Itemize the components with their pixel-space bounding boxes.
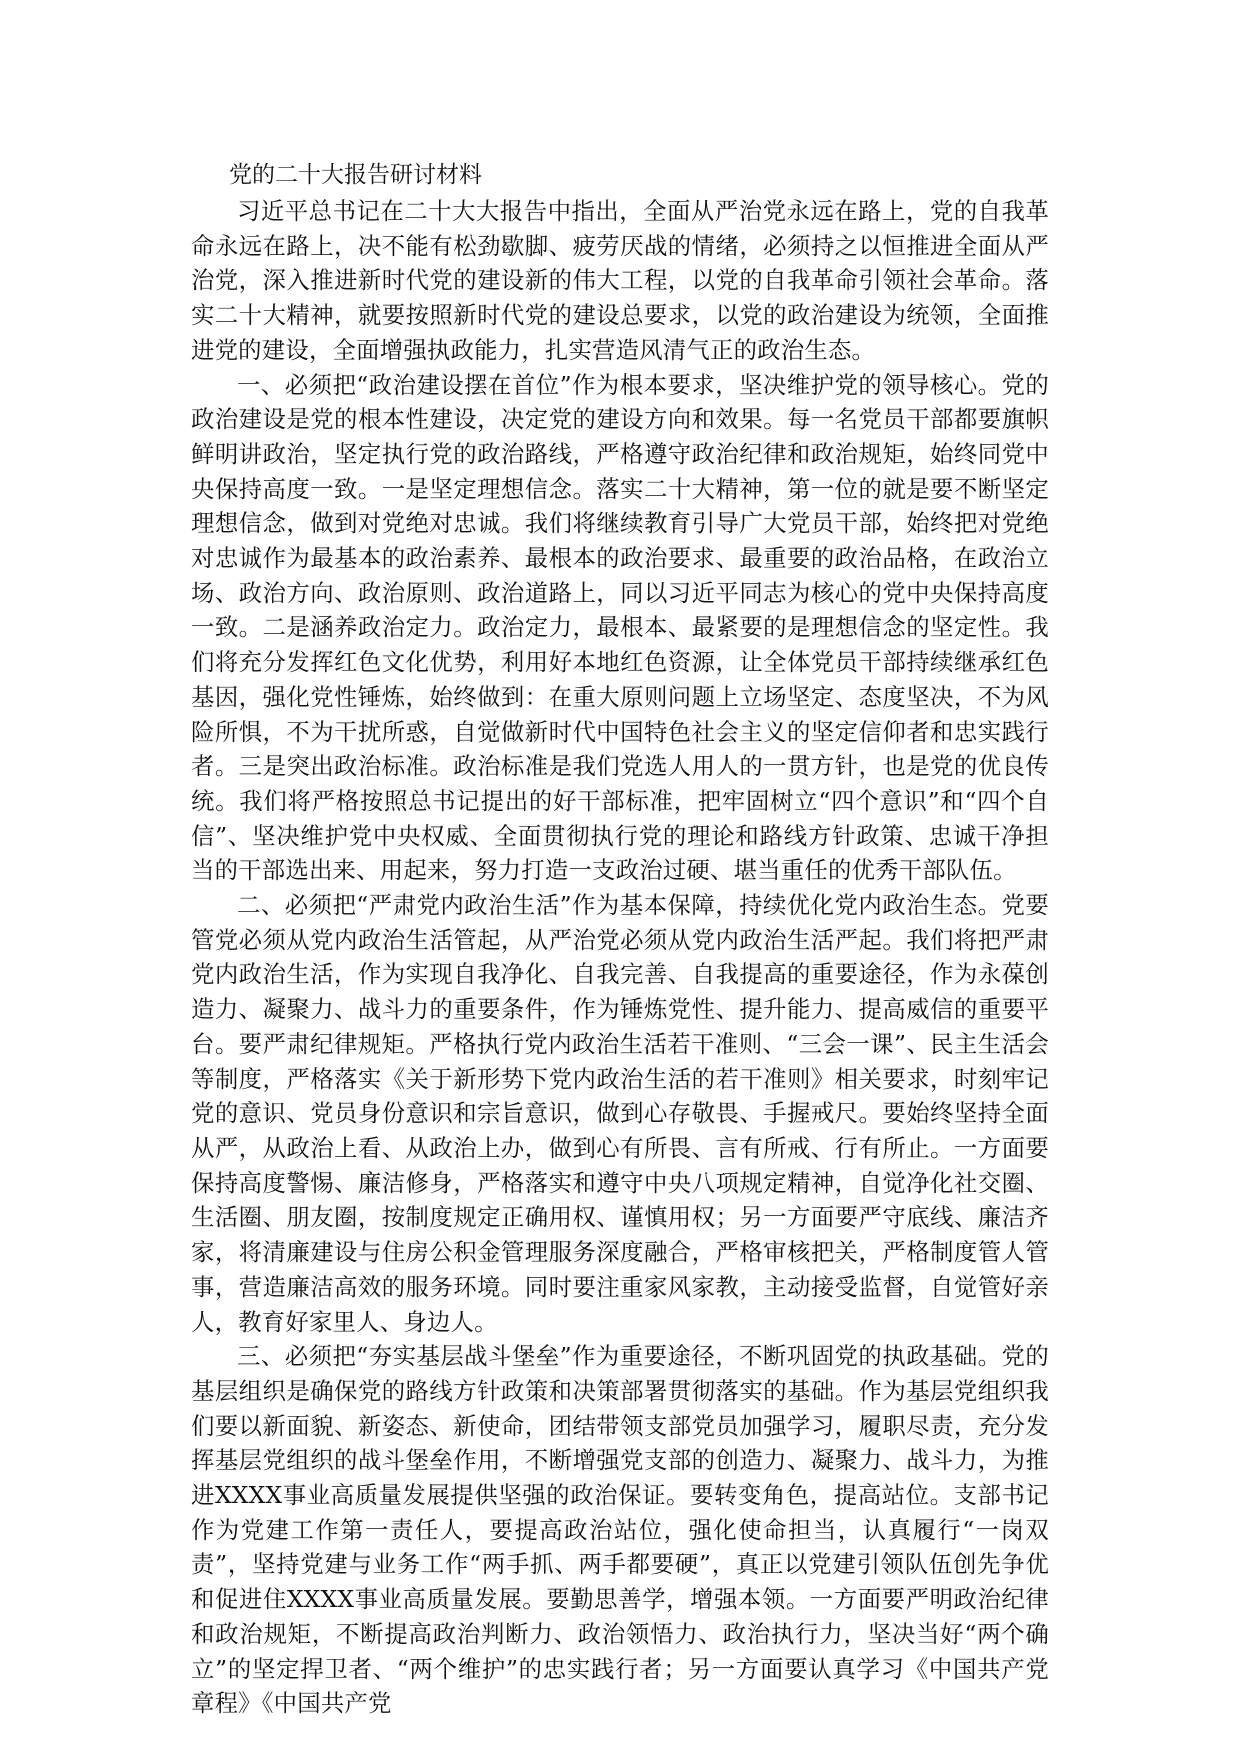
paragraph-section-3: 三、必须把“夯实基层战斗堡垒”作为重要途径，不断巩固党的执政基础。党的基层组织是确保党的路线方针政策和决策部署贯彻落实的基础。作为基层党组织我们要以新面貌、新姿态、新使命，团结带领支部党员加强学习，履职尽责，充分发挥基层党组织的战斗堡垒作用，不断增强党支部的创造力、凝聚力、战斗力，为推进XXXX事业高质量发展提供坚强的政治保证。要转变角色，提高站位。支部书记作为党建工作第一责任人，要提高政治站位，强化使命担当，认真履行“一岗双责”，坚持党建与业务工作“两手抓、两手都要硬”，真正以党建引领队伍创先争优和促进住XXXX事业高质量发展。要勤思善学，增强本领。一方面要严明政治纪律和政治规矩，不断提高政治判断力、政治领悟力、政治执行力，坚决当好“两个确立”的坚定捍卫者、“两个维护”的忠实践行者；另一方面要认真学习《中国共产党章程》《中国共产党	[191, 1342, 1049, 1718]
document-page	[191, 158, 1049, 1721]
paragraph-section-2: 二、必须把“严肃党内政治生活”作为基本保障，持续优化党内政治生态。党要管党必须从党内政治生活管起，从严治党必须从党内政治生活严起。我们将把严肃党内政治生活，作为实现自我净化、自我完善、自我提高的重要途径，作为永葆创造力、凝聚力、战斗力的重要条件，作为锤炼党性、提升能力、提高威信的重要平台。要严肃纪律规矩。严格执行党内政治生活若干准则、“三会一课”、民主生活会等制度，严格落实《关于新形势下党内政治生活的若干准则》相关要求，时刻牢记党的意识、党员身份意识和宗旨意识，做到心存敬畏、手握戒尺。要始终坚持全面从严，从政治上看、从政治上办，做到心有所畏、言有所戒、行有所止。一方面要保持高度警惕、廉洁修身，严格落实和遵守中央八项规定精神，自觉净化社交圈、生活圈、朋友圈，按制度规定正确用权、谨慎用权；另一方面要严守底线、廉洁齐家，将清廉建设与住房公积金管理服务深度融合，严格审核把关，严格制度管人管事，营造廉洁高效的服务环境。同时要注重家风家教，主动接受监督，自觉管好亲人，教育好家里人、身边人。	[191, 891, 1049, 1336]
document-title: 党的二十大报告研讨材料	[229, 162, 482, 188]
paragraph-section-1: 一、必须把“政治建设摆在首位”作为根本要求，坚决维护党的领导核心。党的政治建设是党的根本性建设，决定党的建设方向和效果。每一名党员干部都要旗帜鲜明讲政治，坚定执行党的政治路线，严格遵守政治纪律和政治规矩，始终同党中央保持高度一致。一是坚定理想信念。落实二十大精神，第一位的就是要不断坚定理想信念，做到对党绝对忠诚。我们将继续教育引导广大党员干部，始终把对党绝对忠诚作为最基本的政治素养、最根本的政治要求、最重要的政治品格，在政治立场、政治方向、政治原则、政治道路上，同以习近平同志为核心的党中央保持高度一致。二是涵养政治定力。政治定力，最根本、最紧要的是理想信念的坚定性。我们将充分发挥红色文化优势，利用好本地红色资源，让全体党员干部持续继承红色基因，强化党性锤炼，始终做到：在重大原则问题上立场坚定、态度坚决，不为风险所惧，不为干扰所惑，自觉做新时代中国特色社会主义的坚定信仰者和忠实践行者。三是突出政治标准。政治标准是我们党选人用人的一贯方针，也是党的优良传统。我们将严格按照总书记提出的好干部标准，把牢固树立“四个意识”和“四个自信”、坚决维护党中央权威、全面贯彻执行党的理论和路线方针政策、忠诚干净担当的干部选出来、用起来，努力打造一支政治过硬、堪当重任的优秀干部队伍。	[191, 370, 1049, 885]
paragraph-intro: 习近平总书记在二十大大报告中指出，全面从严治党永远在路上，党的自我革命永远在路上，决不能有松劲歇脚、疲劳厌战的情绪，必须持之以恒推进全面从严治党，深入推进新时代党的建设新的伟大工程，以党的自我革命引领社会革命。落实二十大精神，就要按照新时代党的建设总要求，以党的政治建设为统领，全面推进党的建设，全面增强执政能力，扎实营造风清气正的政治生态。	[191, 197, 1049, 364]
